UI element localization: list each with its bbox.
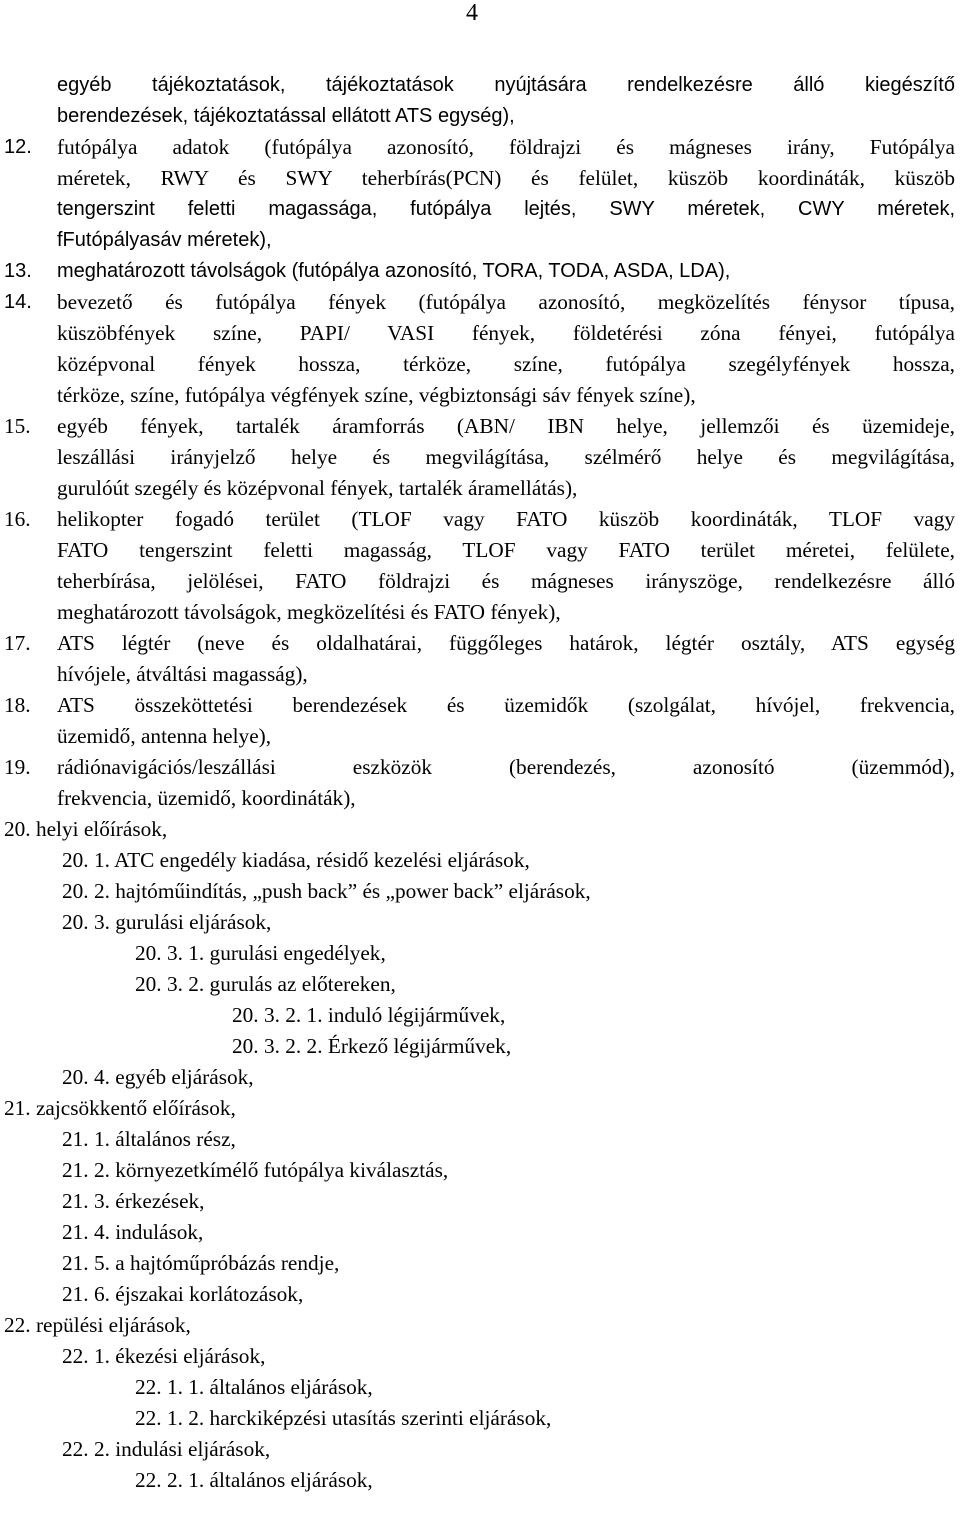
item-line: leszállási irányjelző helye és megvilágítása, szélmérő helye és megvilágítása, <box>57 445 955 469</box>
item-line: ATS összeköttetési berendezések és üzemidők (szolgálat, hívójel, frekvencia, <box>57 693 955 717</box>
item-number: 16. <box>4 507 31 531</box>
outline-text: 22. repülési eljárások, <box>4 1313 191 1337</box>
outline-text: 21. 5. a hajtóműpróbázás rendje, <box>62 1251 340 1275</box>
item-line: berendezések, tájékoztatással ellátott ATS egység), <box>57 105 515 127</box>
outline-text: 21. 6. éjszakai korlátozások, <box>62 1282 304 1306</box>
item-line: teherbírása, jelölései, FATO földrajzi és mágneses irányszöge, rendelkezésre álló <box>57 569 955 593</box>
list-item <box>0 721 960 752</box>
item-line: meghatározott távolságok, megközelítési és FATO fények), <box>57 600 561 624</box>
list-item <box>0 628 960 659</box>
outline-item <box>0 1093 960 1124</box>
list-item <box>0 690 960 721</box>
list-item <box>0 349 960 380</box>
document-body <box>0 70 960 1496</box>
outline-item <box>0 1434 960 1465</box>
outline-item <box>0 1000 960 1031</box>
outline-text: 20. 4. egyéb eljárások, <box>62 1065 254 1089</box>
outline-item <box>0 1248 960 1279</box>
outline-item <box>0 969 960 1000</box>
item-line: méretek, RWY és SWY teherbírás(PCN) és felület, küszöb koordináták, küszöb <box>57 166 955 190</box>
item-line: középvonal fények hossza, térköze, színe, futópálya szegélyfények hossza, <box>57 352 955 376</box>
item-number: 14. <box>4 291 32 313</box>
list-item <box>0 566 960 597</box>
list-item <box>0 442 960 473</box>
list-item <box>0 535 960 566</box>
list-item <box>0 163 960 194</box>
item-line: üzemidő, antenna helye), <box>57 724 272 748</box>
list-item <box>0 101 960 132</box>
item-number: 17. <box>4 631 31 655</box>
list-item <box>0 70 960 101</box>
item-line: bevezető és futópálya fények (futópálya azonosító, megközelítés fénysor típusa, <box>57 290 955 314</box>
outline-text: 22. 1. ékezési eljárások, <box>62 1344 266 1368</box>
outline-item <box>0 1031 960 1062</box>
outline-text: 21. 1. általános rész, <box>62 1127 236 1151</box>
outline-text: 20. 2. hajtóműindítás, „push back” és „power back” eljárások, <box>62 879 591 903</box>
item-number: 18. <box>4 693 31 717</box>
outline-item <box>0 1341 960 1372</box>
item-number: 15. <box>4 414 31 438</box>
list-item <box>0 225 960 256</box>
outline-text: 22. 1. 1. általános eljárások, <box>135 1375 373 1399</box>
outline-item <box>0 1124 960 1155</box>
item-line: egyéb fények, tartalék áramforrás (ABN/ IBN helye, jellemzői és üzemideje, <box>57 414 955 438</box>
item-line: egyéb tájékoztatások, tájékoztatások nyújtására rendelkezésre álló kiegészítő <box>57 74 955 96</box>
outline-text: 20. helyi előírások, <box>4 817 168 841</box>
outline-item <box>0 845 960 876</box>
item-number: 12. <box>4 136 32 158</box>
list-item <box>0 194 960 225</box>
outline-text: 21. zajcsökkentő előírások, <box>4 1096 236 1120</box>
outline-item <box>0 1279 960 1310</box>
item-line: hívójele, átváltási magasság), <box>57 662 308 686</box>
outline-text: 20. 1. ATC engedély kiadása, résidő kezelési eljárások, <box>62 848 530 872</box>
item-line: gurulóút szegély és középvonal fények, tartalék áramellátás), <box>57 476 578 500</box>
outline-item <box>0 1217 960 1248</box>
outline-item <box>0 1062 960 1093</box>
item-number: 19. <box>4 755 31 779</box>
outline-text: 20. 3. 1. gurulási engedélyek, <box>135 941 386 965</box>
list-item <box>0 473 960 504</box>
outline-item <box>0 876 960 907</box>
item-line: futópálya adatok (futópálya azonosító, földrajzi és mágneses irány, Futópálya <box>57 135 955 159</box>
outline-item <box>0 1310 960 1341</box>
outline-text: 21. 4. indulások, <box>62 1220 204 1244</box>
list-item <box>0 318 960 349</box>
item-line: küszöbfények színe, PAPI/ VASI fények, földetérési zóna fényei, futópálya <box>57 321 955 345</box>
outline-item <box>0 1155 960 1186</box>
item-line: térköze, színe, futópálya végfények színe, végbiztonsági sáv fények színe), <box>57 383 696 407</box>
item-number: 13. <box>4 260 32 282</box>
item-line: frekvencia, üzemidő, koordináták), <box>57 786 356 810</box>
outline-item <box>0 1372 960 1403</box>
list-item <box>0 783 960 814</box>
list-item <box>0 659 960 690</box>
outline-text: 20. 3. 2. 2. Érkező légijárművek, <box>232 1034 512 1058</box>
item-line: tengerszint feletti magassága, futópálya lejtés, SWY méretek, CWY méretek, <box>57 198 955 220</box>
list-item <box>0 752 960 783</box>
list-item <box>0 256 960 287</box>
outline-text: 20. 3. 2. gurulás az előtereken, <box>135 972 396 996</box>
outline-text: 20. 3. 2. 1. induló légijárművek, <box>232 1003 506 1027</box>
outline-item <box>0 907 960 938</box>
item-line: rádiónavigációs/leszállási eszközök (berendezés, azonosító (üzemmód), <box>57 755 955 779</box>
outline-text: 21. 3. érkezések, <box>62 1189 205 1213</box>
item-line: fFutópályasáv méretek), <box>57 229 272 251</box>
item-line: helikopter fogadó terület (TLOF vagy FATO küszöb koordináták, TLOF vagy <box>57 507 955 531</box>
list-item <box>0 411 960 442</box>
outline-item <box>0 1186 960 1217</box>
list-item <box>0 287 960 318</box>
item-line: ATS légtér (neve és oldalhatárai, függőleges határok, légtér osztály, ATS egység <box>57 631 955 655</box>
outline-text: 22. 2. indulási eljárások, <box>62 1437 271 1461</box>
outline-item <box>0 1465 960 1496</box>
outline-text: 20. 3. gurulási eljárások, <box>62 910 272 934</box>
outline-item <box>0 814 960 845</box>
outline-item <box>0 1403 960 1434</box>
list-item <box>0 132 960 163</box>
list-item <box>0 504 960 535</box>
outline-text: 22. 1. 2. harckiképzési utasítás szerinti eljárások, <box>135 1406 552 1430</box>
page-number: 4 <box>466 0 478 26</box>
item-line: meghatározott távolságok (futópálya azonosító, TORA, TODA, ASDA, LDA), <box>57 260 731 282</box>
list-item <box>0 380 960 411</box>
list-item <box>0 597 960 628</box>
outline-text: 22. 2. 1. általános eljárások, <box>135 1468 373 1492</box>
outline-item <box>0 938 960 969</box>
outline-text: 21. 2. környezetkímélő futópálya kiválasztás, <box>62 1158 449 1182</box>
item-line: FATO tengerszint feletti magasság, TLOF vagy FATO terület méretei, felülete, <box>57 538 955 562</box>
